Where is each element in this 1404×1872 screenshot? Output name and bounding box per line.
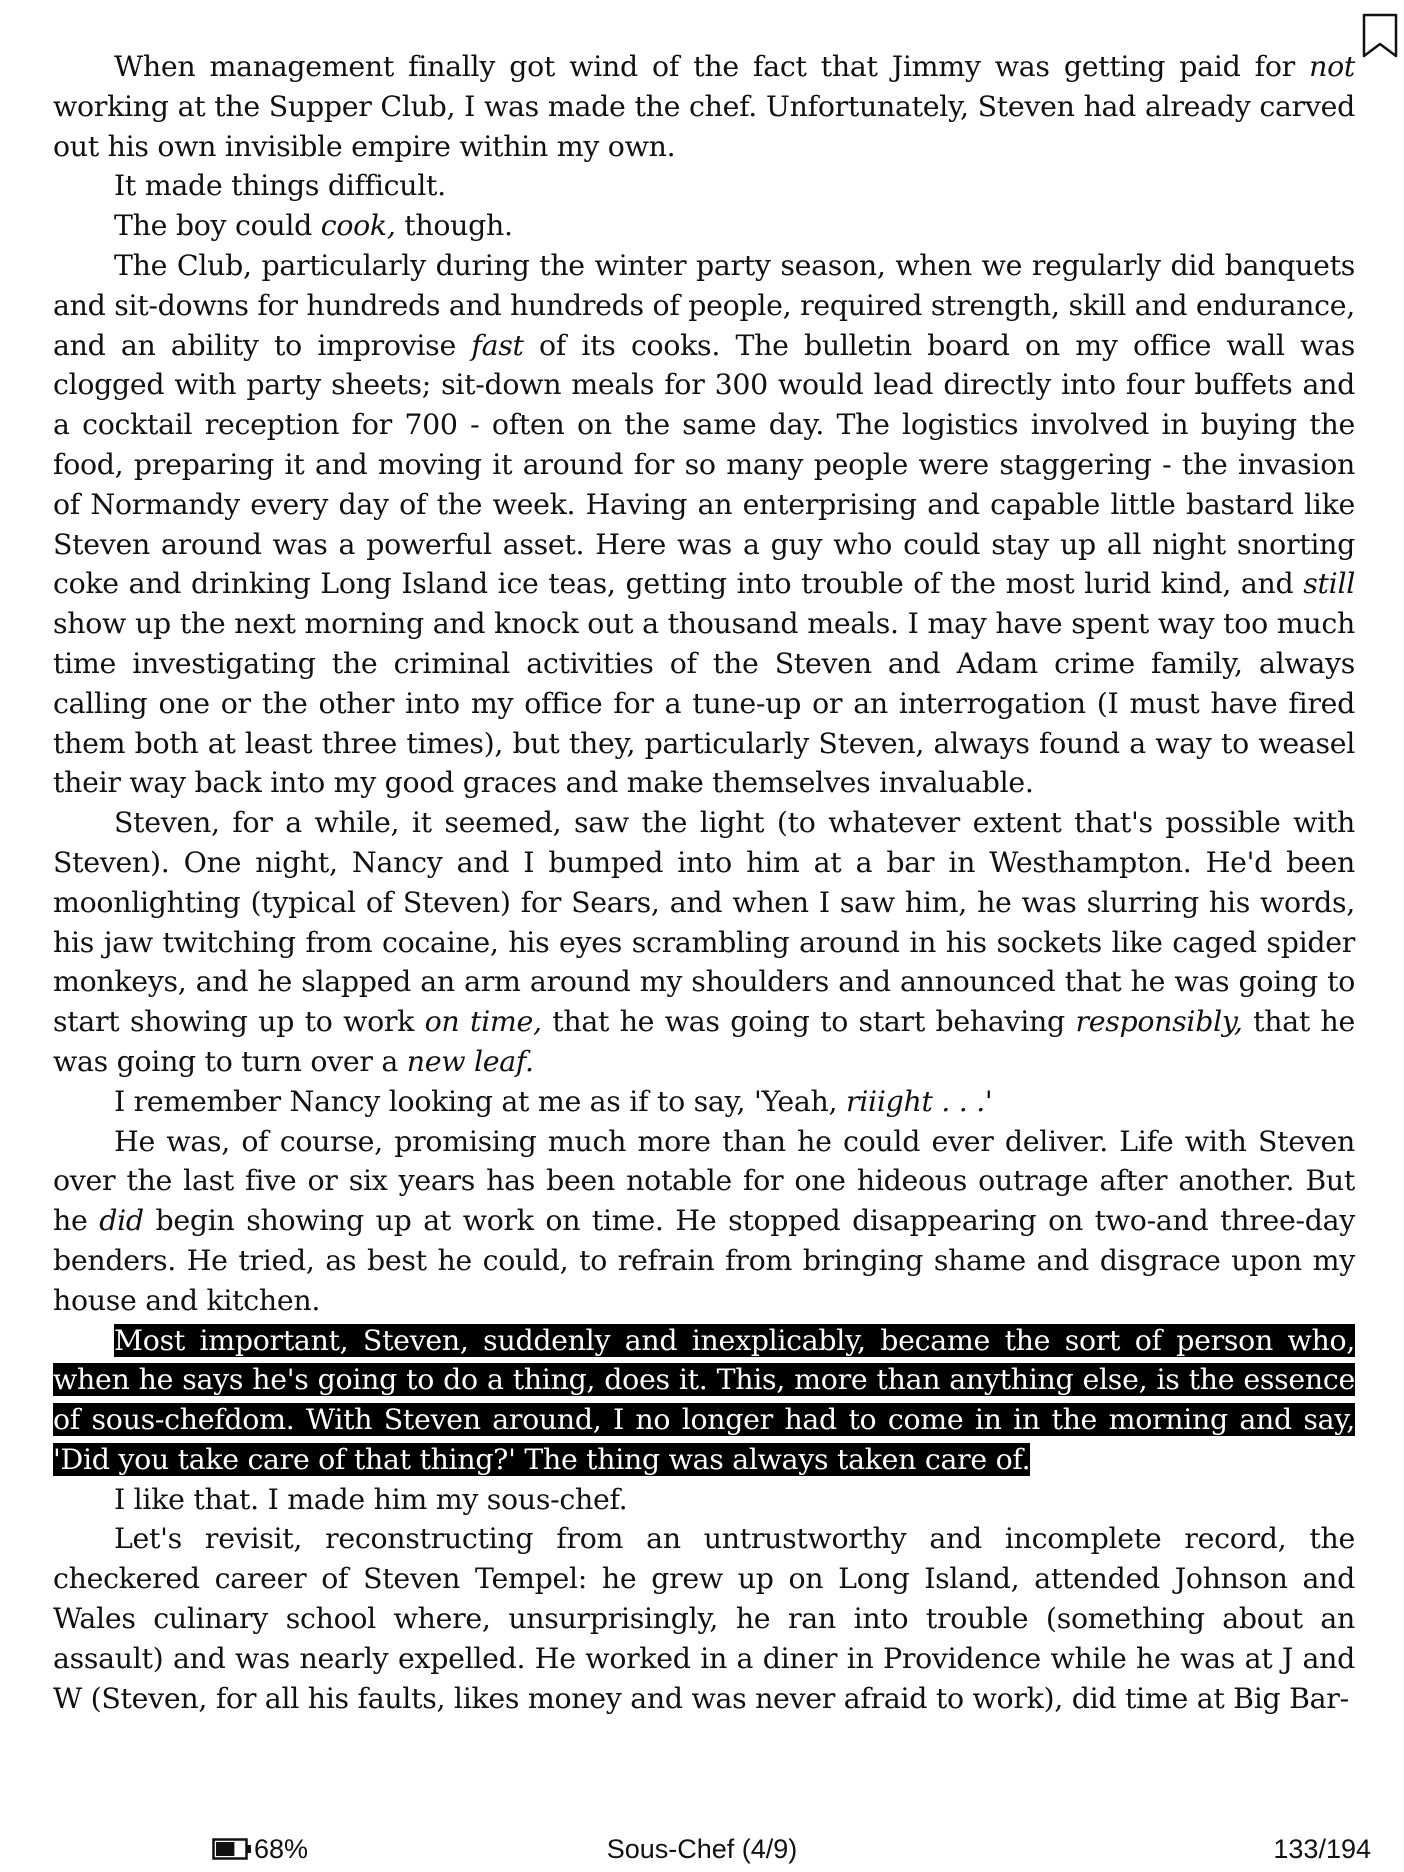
text-run: that he was going to turn over a [53,1005,1355,1078]
italic-text: cook, [320,209,396,243]
text-run: begin showing up at work on time. He stopped disappearing on two-and three-day benders. He tried, as best he could, to refrain from bringing shame and disgrace upon my house and kitchen. [53,1204,1355,1317]
italic-text: still [1303,567,1355,601]
text-run: I remember Nancy looking at me as if to say, 'Yeah, [114,1084,846,1118]
book-page-text[interactable] [53,47,1355,1718]
text-run: though. [395,209,513,243]
paragraph [53,1480,1355,1520]
text-run: Steven, for a while, it seemed, saw the light (to whatever extent that's possible with Steven). One night, Nancy and I bumped into him at a bar in Westhampton. He'd been moonlighting (typical of Steven) for Sears, and when I saw him, he was slurring his words, his jaw twitching from cocaine, his eyes scrambling around in his sockets like caged spider monkeys, and he slapped an arm around my shoulders and announced that he was going to start showing up to work [53,806,1355,1039]
text-run: that he was going to start behaving [541,1005,1076,1039]
paragraph [53,803,1355,1082]
chapter-title: Sous-Chef (4/9) [606,1834,798,1864]
highlighted-text[interactable]: Most important, Steven, suddenly and inexplicably, became the sort of person who, when he says he's going to do a thing, does it. This, more than anything else, is the essence of sous-chefdom. With Steven around, I no longer had to come in in the morning and say, 'Did you take care of that thing?' The thing was always taken care of. [53,1323,1355,1476]
paragraph [53,246,1355,803]
italic-text: riiight . . .' [846,1084,993,1118]
text-run: When management finally got wind of the fact that Jimmy was getting paid for [114,50,1310,83]
italic-text: on time, [424,1005,542,1039]
paragraph [53,1321,1355,1480]
italic-text: responsibly, [1075,1005,1243,1039]
battery-percentage: 68% [254,1833,309,1864]
paragraph [53,166,1355,206]
text-run: He was, of course, promising much more than he could ever deliver. Life with Steven over the last five or six years has been notable for one hideous outrage after another. But he [53,1124,1355,1238]
bookmark-icon[interactable] [1361,13,1399,59]
paragraph [53,1082,1355,1122]
text-run: The boy could [114,209,321,243]
italic-text: new leaf. [406,1044,534,1078]
paragraph [53,1519,1355,1718]
text-run: Let's revisit, reconstructing from an untrustworthy and incomplete record, the checkered career of Steven Tempel: he grew up on Long Island, attended Johnson and Wales culinary school where, unsurprisingly, he ran into trouble (something about an assault) and was nearly expelled. He worked in a diner in Providence while he was at J and W (Steven, for all his faults, likes money and was never afraid to work), did time at Big Bar- [53,1522,1355,1715]
paragraph [53,1122,1355,1321]
status-bar [0,1831,1404,1867]
italic-text: did [99,1204,144,1238]
paragraph [53,206,1355,246]
paragraph [53,47,1355,166]
text-run: show up the next morning and knock out a thousand meals. I may have spent way too much time investigating the criminal activities of the Steven and Adam crime family, always calling one or the other into my office for a tune-up or an interrogation (I must have fired them both at least three times), but they, particularly Steven, always found a way to weasel their way back into my good graces and make themselves invaluable. [53,607,1355,800]
text-run: The Club, particularly during the winter party season, when we regularly did banquets and sit-downs for hundreds and hundreds of people, required strength, skill and endurance, and an ability to improvise [53,248,1355,362]
italic-text: not [1309,50,1355,83]
italic-text: fast [471,328,524,362]
text-run: of its cooks. The bulletin board on my office wall was clogged with party sheets; sit-down meals for 300 would lead directly into four buffets and a cocktail reception for 700 - often on the same day. The logistics involved in buying the food, preparing it and moving it around for so many people were staggering - the invasion of Normandy every day of the week. Having an enterprising and capable little bastard like Steven around was a powerful asset. Here was a guy who could stay up all night snorting coke and drinking Long Island ice teas, getting into trouble of the most lurid kind, and [53,328,1355,601]
text-run: working at the Supper Club, I was made the chef. Unfortunately, Steven had already carved out his own invisible empire within my own. [53,89,1355,163]
page-indicator: 133/194 [1273,1834,1371,1864]
text-run: I like that. I made him my sous-chef. [114,1482,628,1516]
text-run: It made things difficult. [114,169,446,203]
